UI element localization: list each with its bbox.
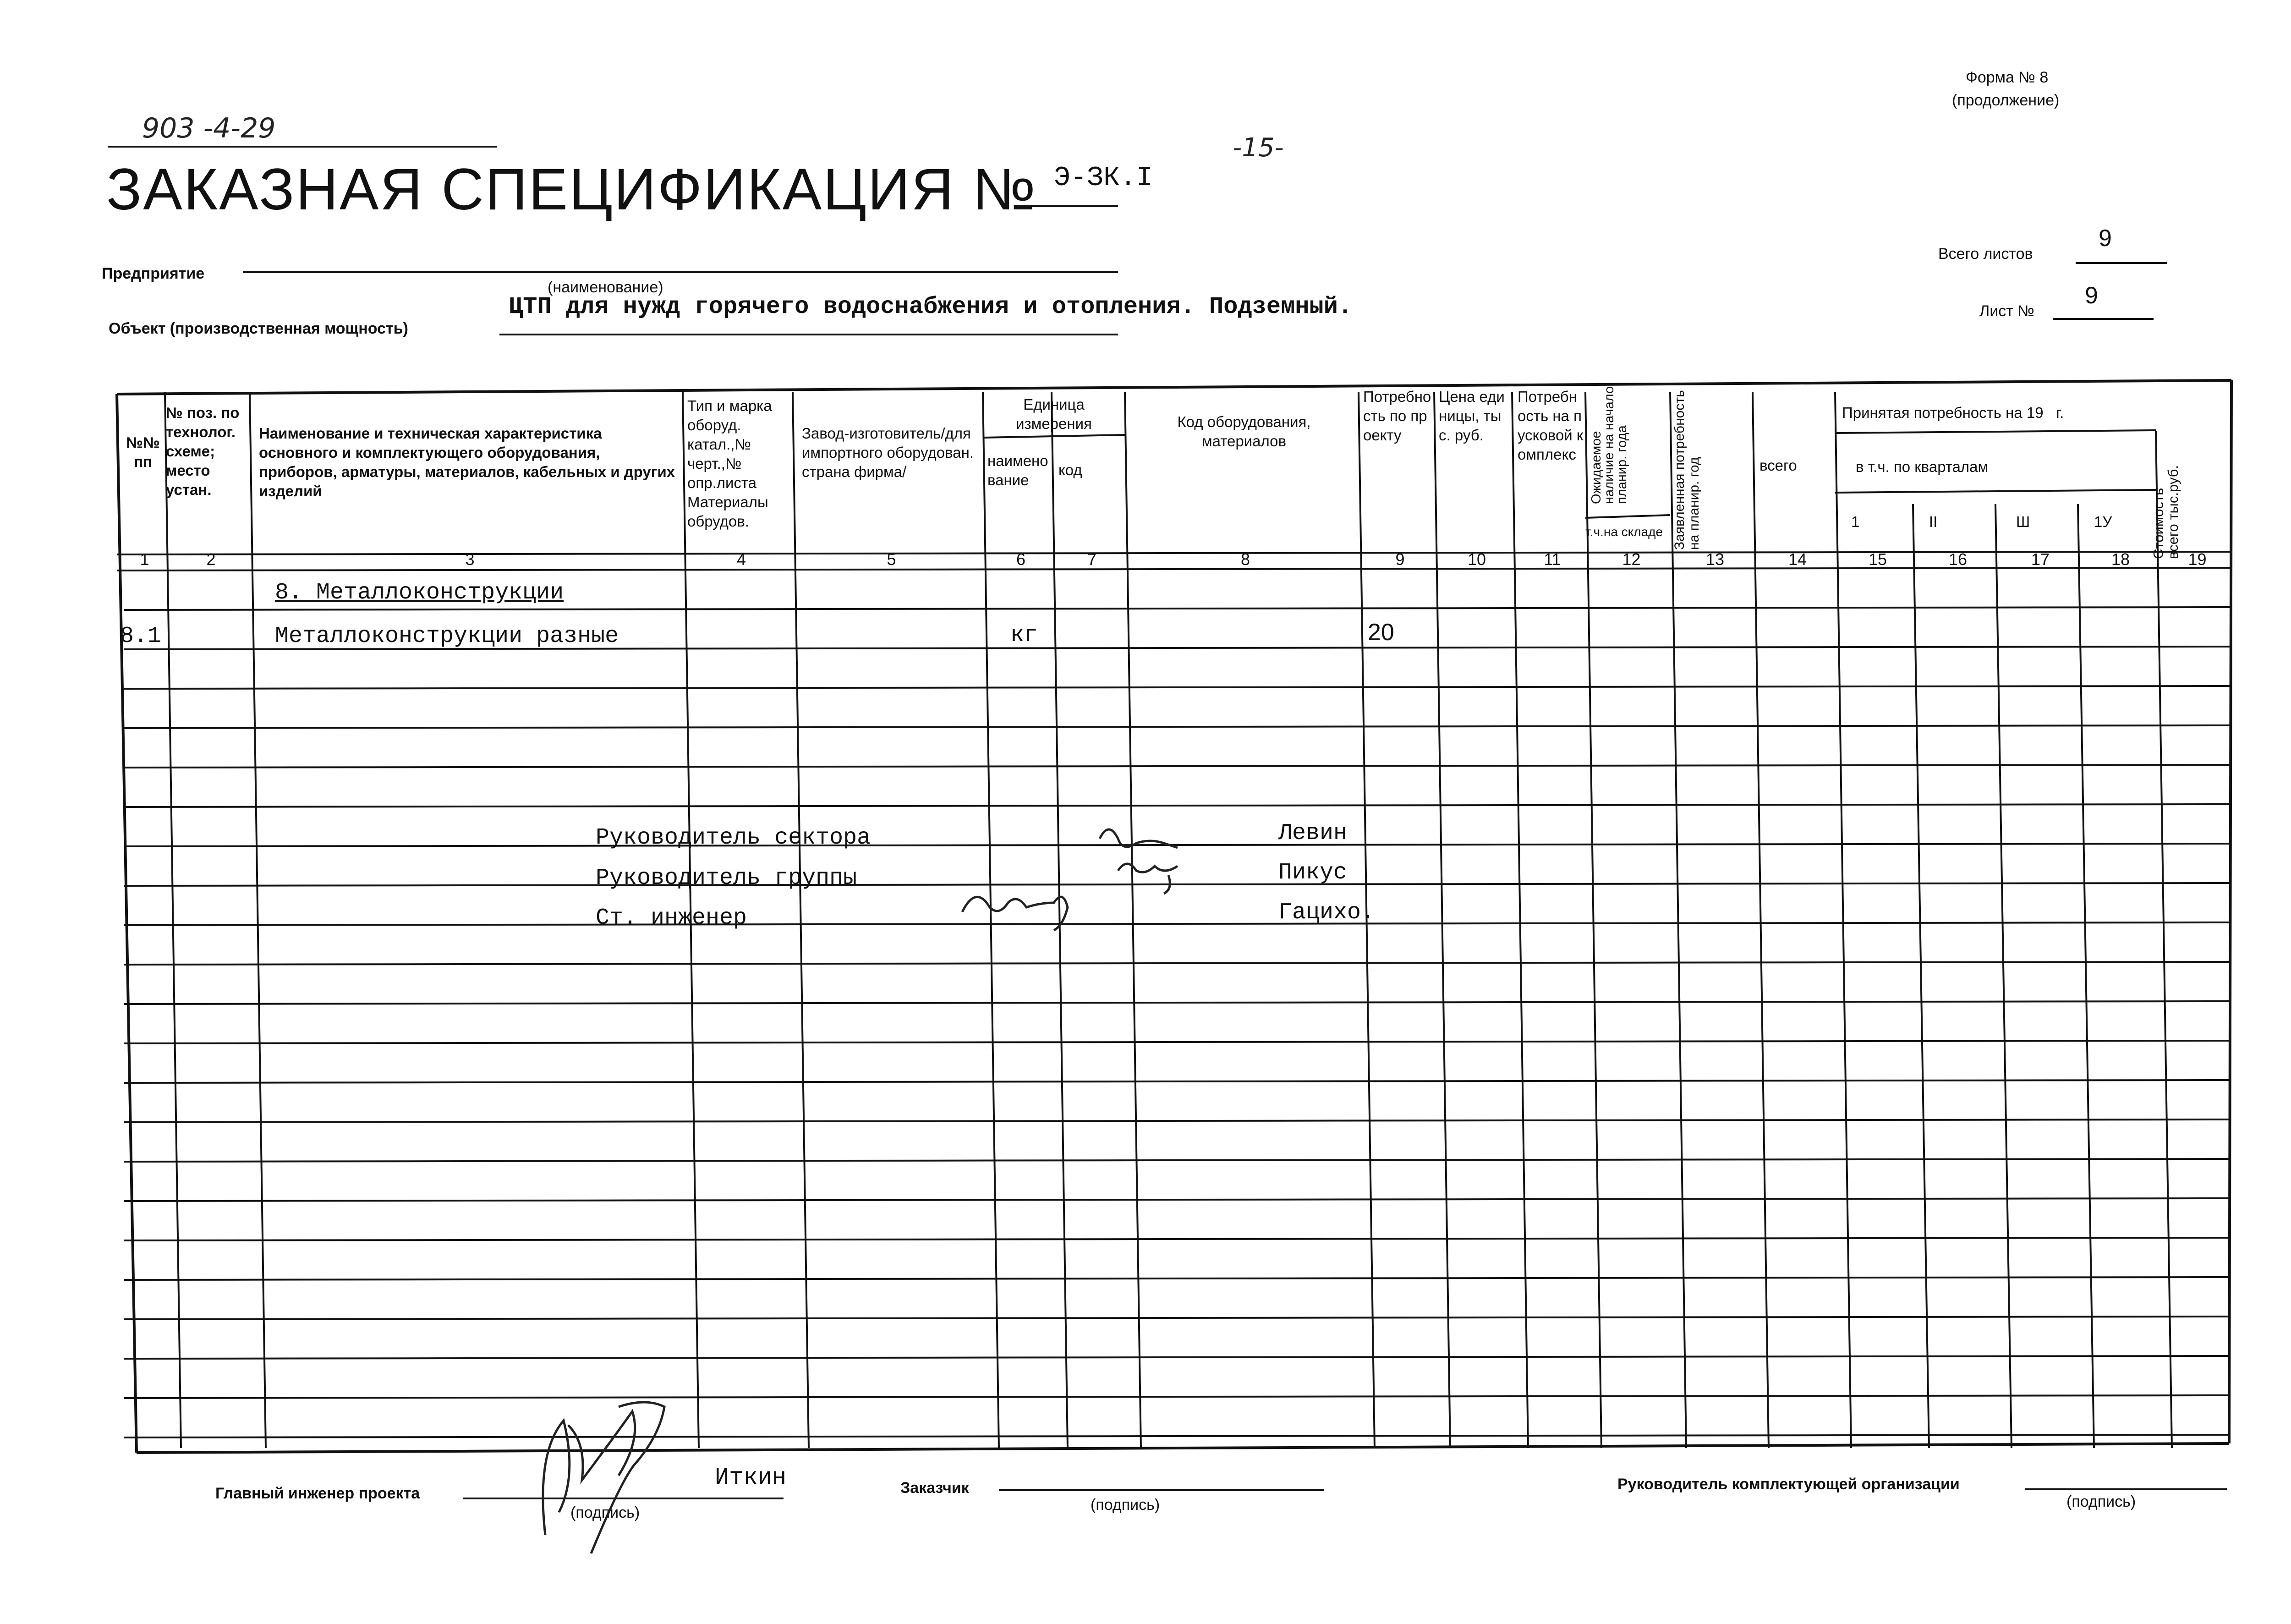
customer-label: Заказчик [900, 1479, 969, 1497]
chief-signature [527, 1388, 692, 1563]
sheet-label: Лист № [1979, 302, 2034, 320]
column-number: 9 [1395, 550, 1405, 569]
org-sign-caption: (подпись) [2066, 1493, 2136, 1510]
unit-group-header: Единица измерения [1016, 396, 1092, 432]
column-number: 10 [1467, 550, 1486, 569]
column-number: 11 [1544, 550, 1561, 569]
col-header-4: Тип и марка оборуд. катал.,№ черт.,№ опр.листа Материалы обрудов. [687, 397, 772, 530]
column-number: 7 [1087, 550, 1097, 569]
total-sheets-label: Всего листов [1938, 245, 2033, 263]
col-header-6: наименование [987, 452, 1048, 488]
enterprise-label: Предприятие [102, 265, 205, 282]
chief-name: Иткин [715, 1464, 787, 1491]
chief-label: Главный инженер проекта [215, 1485, 420, 1502]
row-item-qty: 20 [1368, 619, 1394, 646]
col-header-11: Потребность на пусковой комплекс [1518, 388, 1584, 463]
col-header-13: Заявленная потребность на планир. год [1672, 390, 1702, 550]
column-number: 3 [465, 550, 475, 569]
signer-name-3: Гацихо. [1278, 900, 1375, 926]
org-label: Руководитель комплектующей организации [1617, 1476, 1960, 1493]
col-header-19: Стоимость всего тыс.руб. [2150, 465, 2181, 559]
name-caption: (наименование) [548, 279, 663, 296]
column-number: 19 [2188, 550, 2207, 569]
quarter-4: 1У [2094, 513, 2112, 530]
row-item-unit: кг [1010, 622, 1038, 648]
section-heading: 8. Металлоконструкции [275, 580, 564, 606]
col-header-1: №№ пп [126, 434, 160, 470]
page-mark: -15- [1233, 133, 1284, 163]
column-number: 15 [1868, 550, 1887, 569]
column-number: 14 [1788, 550, 1807, 569]
quarters-header: в т.ч. по кварталам [1856, 458, 1989, 475]
column-number: 5 [887, 550, 896, 569]
column-number: 18 [2111, 550, 2130, 569]
quarter-1: 1 [1851, 513, 1860, 530]
column-number: 1 [140, 550, 149, 569]
col-header-10: Цена единицы, тыс. руб. [1439, 388, 1505, 444]
quarter-3: Ш [2016, 513, 2030, 530]
col-header-3: Наименование и техническая характеристика основного и комплектующего оборудования, приборов, арматуры, материалов, кабельных и других изделий [259, 425, 675, 499]
col-header-9: Потребность по проекту [1363, 388, 1431, 444]
customer-sign-caption: (подпись) [1091, 1496, 1160, 1514]
page-title: ЗАКАЗНАЯ СПЕЦИФИКАЦИЯ № [106, 157, 1037, 222]
signer-role-3: Ст. инженер [596, 905, 747, 931]
chief-sign-caption: (подпись) [570, 1504, 640, 1521]
signer-name-1: Левин [1278, 820, 1348, 846]
col-header-14: всего [1759, 457, 1797, 474]
col-header-2: № поз. по технолог. схеме; место устан. [166, 404, 240, 498]
signatures-drawn [953, 820, 1237, 935]
column-number: 8 [1240, 550, 1250, 569]
form-label: Форма № 8 [1966, 69, 2049, 86]
col-header-12: Ожидаемое наличие на начало планир. года [1589, 386, 1629, 504]
col-header-8: Код оборудования, материалов [1177, 413, 1311, 450]
row-number: 8.1 [120, 623, 162, 649]
total-sheets-value: 9 [2099, 225, 2112, 252]
quarter-2: II [1929, 513, 1938, 530]
column-number: 6 [1016, 550, 1026, 569]
column-number: 12 [1622, 550, 1641, 569]
signer-name-2: Пикус [1278, 860, 1348, 886]
column-number: 17 [2031, 550, 2050, 569]
accepted-header: Принятая потребность на 19 г. [1842, 404, 2064, 421]
row-item-name: Металлоконструкции разные [275, 623, 619, 649]
signer-role-1: Руководитель сектора [596, 825, 871, 851]
spec-number: Э-ЗК.I [1054, 163, 1153, 194]
object-label: Объект (производственная мощность) [109, 320, 408, 337]
col-header-5: Завод-изготовитель/для импортного оборудован. страна фирма/ [802, 425, 974, 480]
doc-code: 903 -4-29 [142, 112, 276, 144]
object-value: ЦТП для нужд горячего водоснабжения и отопления. Подземный. [509, 293, 1353, 320]
column-number: 16 [1948, 550, 1968, 569]
column-number: 4 [736, 550, 746, 569]
column-number: 13 [1705, 550, 1725, 569]
sheet-value: 9 [2085, 282, 2098, 309]
form-sub: (продолжение) [1952, 92, 2060, 109]
column-number: 2 [206, 550, 216, 569]
col-header-12b: т.ч.на складе [1585, 525, 1663, 539]
col-header-7: код [1058, 461, 1082, 478]
signer-role-2: Руководитель группы [596, 865, 857, 891]
